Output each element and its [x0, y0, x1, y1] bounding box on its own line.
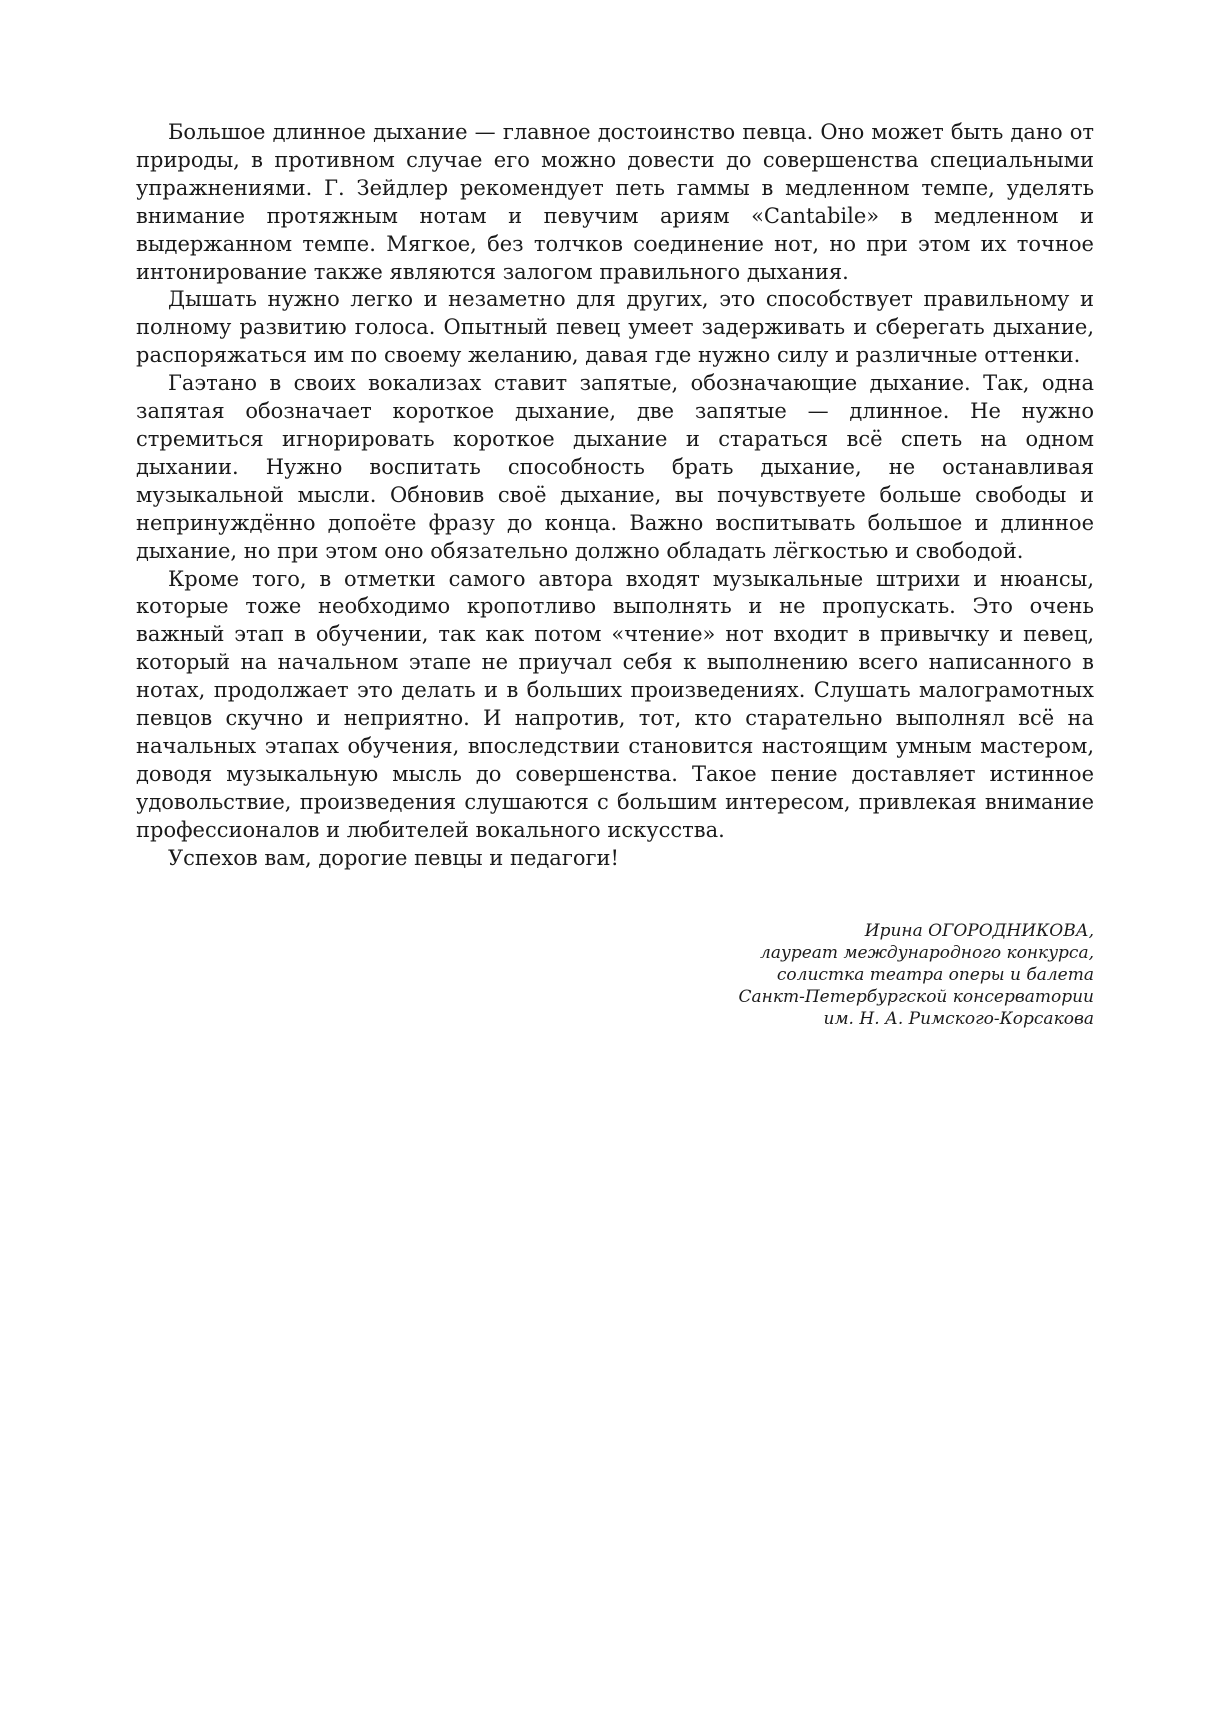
author-title-line: лауреат международного конкурса, [760, 943, 1094, 963]
paragraph-closing-wish: Успехов вам, дорогие певцы и педагоги! [168, 845, 619, 870]
paragraph-breathing-lightly: Дышать нужно легко и незаметно для других, это способствует правильному и полному развитию голоса. Опытный певец умеет задерживать и сберегать дыхание, распоряжаться им по своему желанию, давая где нужно силу и различные оттенки. [136, 287, 1094, 368]
author-title-line: солистка театра оперы и балета [776, 965, 1094, 985]
paragraph-breath: Большое длинное дыхание — главное достоинство певца. Оно может быть дано от природы, в противном случае его можно довести до совершенства специальными упражнениями. Г. Зейдлер рекомендует петь гаммы в медленном темпе, уделять внимание протяжным нотам и певучим ариям «Cantabile» в медленном и выдержанном темпе. Мягкое, без толчков соединение нот, но при этом их точное интонирование также являются залогом правильного дыхания. [136, 120, 1094, 284]
article-body [136, 119, 1094, 872]
author-name: Ирина ОГОРОДНИКОВА, [864, 921, 1094, 941]
author-title-line: им. Н. А. Римского-Корсакова [823, 1009, 1094, 1029]
paragraph-gaetano-commas: Гаэтано в своих вокализах ставит запятые, обозначающие дыхание. Так, одна запятая обозначает короткое дыхание, две запятые — длинное. Не нужно стремиться игнорировать короткое дыхание и стараться всё спеть на одном дыхании. Нужно воспитать способность брать дыхание, не останавливая музыкальной мысли. Обновив своё дыхание, вы почувствуете больше свободы и непринуждённо допоёте фразу до конца. Важно воспитывать большое и длинное дыхание, но при этом оно обязательно должно обладать лёгкостью и свободой. [136, 371, 1094, 563]
author-signature [394, 920, 1094, 1030]
author-title-line: Санкт-Петербургской консерватории [738, 987, 1094, 1007]
paragraph-author-marks: Кроме того, в отметки самого автора входят музыкальные штрихи и нюансы, которые тоже необходимо кропотливо выполнять и не пропускать. Это очень важный этап в обучении, так как потом «чтение» нот входит в привычку и певец, который на начальном этапе не приучал себя к выполнению всего написанного в нотах, продолжает это делать и в больших произведениях. Слушать малограмотных певцов скучно и неприятно. И напротив, тот, кто старательно выполнял всё на начальных этапах обучения, впоследствии становится настоящим умным мастером, доводя музыкальную мысль до совершенства. Такое пение доставляет истинное удовольствие, произведения слушаются с большим интересом, привлекая внимание профессионалов и любителей вокального искусства. [136, 566, 1094, 842]
